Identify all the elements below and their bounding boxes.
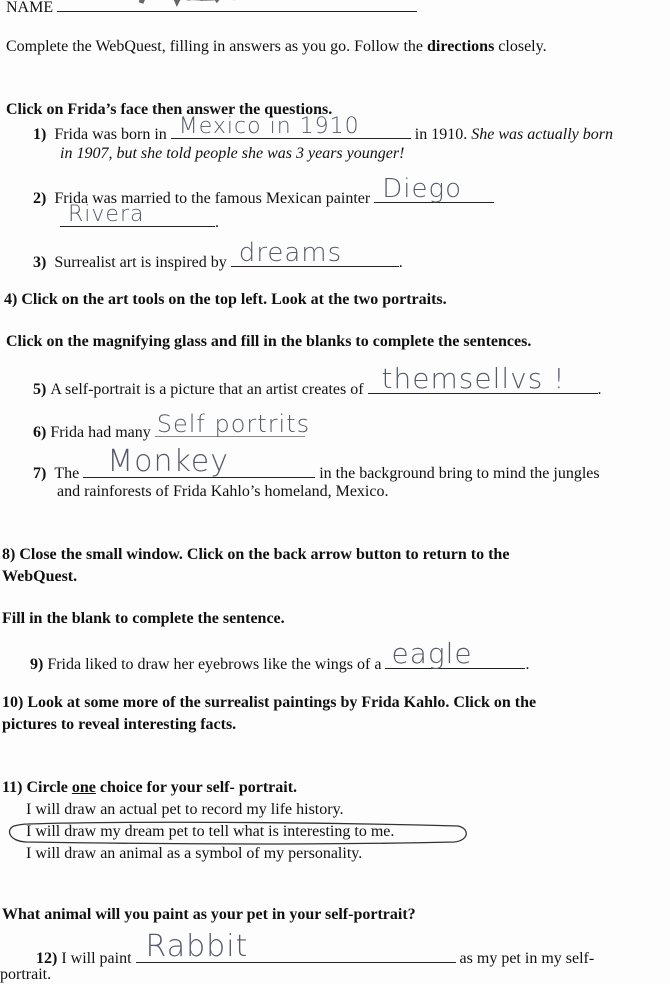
q2-answer-blank[interactable]: [374, 174, 494, 204]
q3-answer-blank[interactable]: [231, 238, 399, 268]
question-9: 9) Frida liked to draw her eyebrows like the wings of a eagle .: [30, 637, 530, 673]
question-5: 5) A self-portrait is a picture that an artist creates of themsellvs ! .: [33, 362, 602, 398]
name-blank[interactable]: [57, 0, 417, 12]
section-1-heading: Click on Frida’s face then answer the questions.: [6, 101, 333, 118]
q7-answer-blank[interactable]: [83, 444, 315, 479]
section-5-heading: Click on the magnifying glass and fill in the blanks to complete the sentences.: [6, 333, 532, 350]
section-10-line-1: 10) Look at some more of the surrealist paintings by Frida Kahlo. Click on the: [2, 694, 537, 711]
choice-2[interactable]: I will draw my dream pet to tell what is interesting to me.: [26, 823, 395, 840]
question-2: 2) Frida was married to the famous Mexican painter Diego: [33, 186, 494, 208]
q2-answer-blank-2[interactable]: [60, 202, 215, 227]
choice-1[interactable]: I will draw an actual pet to record my life history.: [26, 801, 344, 818]
q9-answer-blank[interactable]: [385, 637, 525, 670]
question-7: 7) The Monkey in the background bring to mind the jungles: [33, 444, 600, 482]
question-2-cont: Rivera .: [60, 210, 219, 232]
section-8-line-1: 8) Close the small window. Click on the back arrow button to return to the: [2, 546, 510, 563]
q2-answer-second: Rivera: [68, 202, 145, 227]
section-11-heading: 11) Circle one choice for your self- portrait.: [2, 779, 298, 796]
q1-answer: Mexico in 1910: [178, 114, 360, 139]
q12-answer: Rabbit: [145, 929, 249, 964]
name-line: [6, 0, 417, 17]
q9-answer: eagle: [391, 637, 473, 670]
section-9-heading: Fill in the blank to complete the sentence.: [2, 610, 285, 627]
q2-answer-first: Diego: [382, 174, 462, 204]
q3-answer: dreams: [238, 238, 343, 268]
choice-3[interactable]: I will draw an animal as a symbol of my personality.: [26, 845, 363, 862]
intro-text: Complete the WebQuest, filling in answers as you go. Follow the directions closely.: [6, 38, 547, 55]
section-8-line-2: WebQuest.: [2, 568, 78, 585]
q5-answer: themsellvs !: [381, 362, 566, 395]
question-1-note: in 1907, but she told people she was 3 years younger!: [60, 145, 405, 162]
question-12-cont: portrait.: [0, 966, 52, 983]
question-7-cont: and rainforests of Frida Kahlo’s homeland, Mexico.: [57, 483, 389, 500]
question-12: 12) I will paint Rabbit as my pet in my self-: [36, 929, 595, 967]
question-6: 6) Frida had many Self portrits: [33, 410, 311, 441]
directions-word: directions: [427, 38, 495, 55]
section-4-heading: 4) Click on the art tools on the top left. Look at the two portraits.: [4, 291, 447, 308]
name-label: NAME: [6, 0, 54, 16]
section-12-heading: What animal will you paint as your pet in your self-portrait?: [2, 906, 416, 923]
q6-answer: Self portrits: [156, 410, 311, 438]
q1-answer-blank[interactable]: [171, 114, 411, 139]
name-scribble: [137, 0, 247, 11]
question-1: 1) Frida was born in Mexico in 1910 in 1910. She was actually born: [33, 114, 613, 143]
q5-answer-blank[interactable]: [368, 362, 598, 395]
q7-answer: Monkey: [107, 444, 229, 479]
question-3: 3) Surrealist art is inspired by dreams .: [33, 238, 403, 271]
section-10-line-2: pictures to reveal interesting facts.: [2, 716, 237, 733]
